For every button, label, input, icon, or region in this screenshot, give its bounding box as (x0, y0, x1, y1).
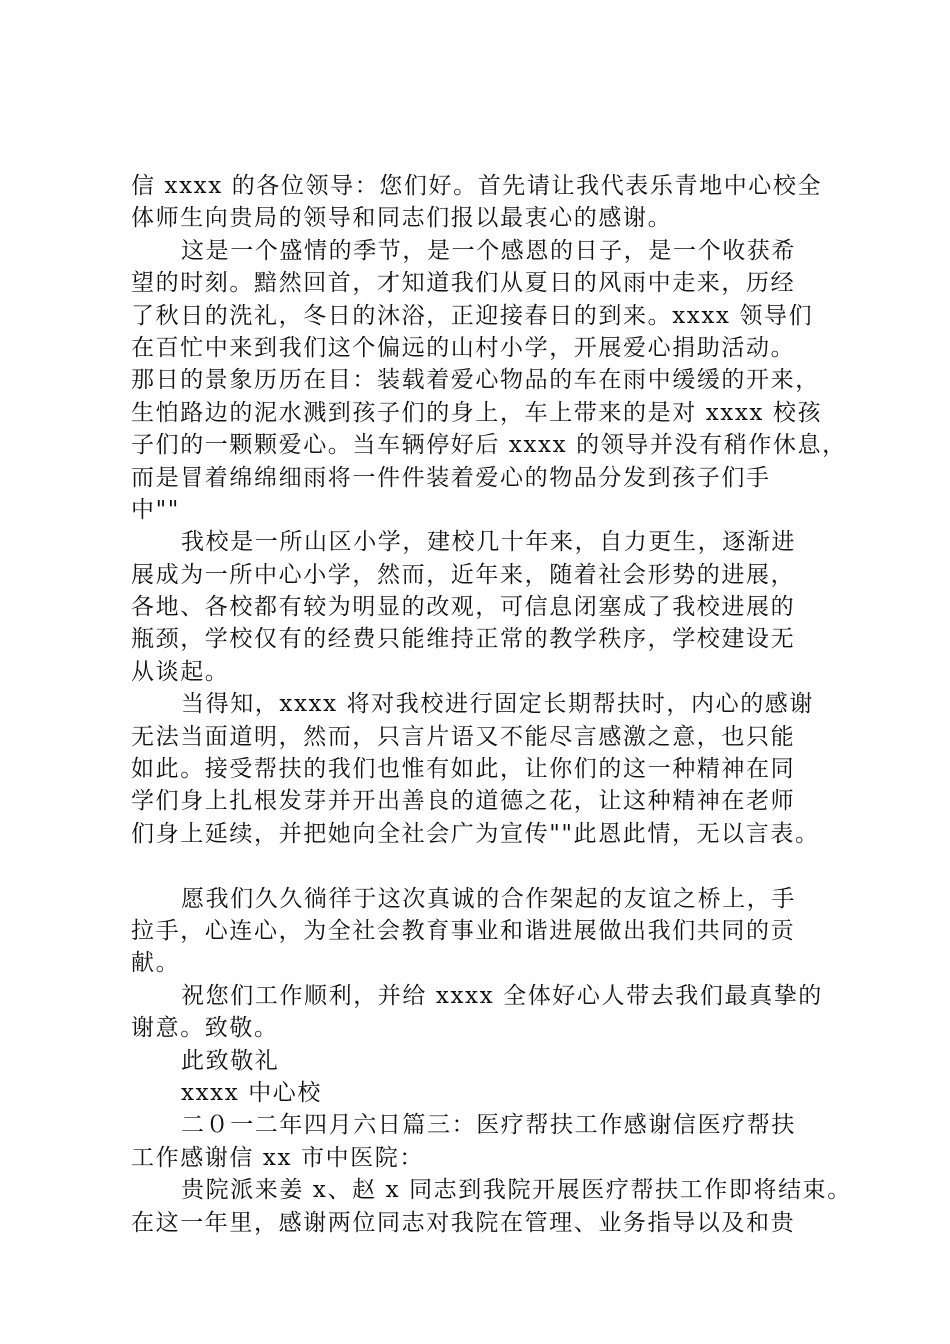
text-line: 愿我们久久徜徉于这次真诚的合作架起的友谊之桥上，手 (181, 885, 796, 912)
text-line: xxxx 中心校 (181, 1079, 322, 1106)
text-line: 如此。接受帮扶的我们也惟有如此，让你们的这一种精神在同 (131, 756, 796, 783)
text-line: 那日的景象历历在目：装载着爱心物品的车在雨中缓缓的开来， (131, 367, 820, 394)
text-line: 了秋日的洗礼，冬日的沐浴，正迎接春日的到来。xxxx 领导们 (131, 302, 814, 329)
text-line: 当得知，xxxx 将对我校进行固定长期帮扶时，内心的感谢 (181, 691, 814, 718)
text-line: 献。 (131, 950, 181, 977)
text-line: 展成为一所中心小学，然而，近年来，随着社会形势的进展， (131, 561, 796, 588)
text-line: 各地、各校都有较为明显的改观，可信息闭塞成了我校进展的 (131, 594, 796, 621)
text-line: 无法当面道明，然而，只言片语又不能尽言感激之意，也只能 (131, 723, 796, 750)
text-line: 贵院派来姜 x、赵 x 同志到我院开展医疗帮扶工作即将结束。 (181, 1177, 852, 1204)
letter-body (131, 170, 852, 1239)
text-line: 在百忙中来到我们这个偏远的山村小学，开展爱心捐助活动。 (131, 334, 796, 361)
text-line: 这是一个盛情的季节，是一个感恩的日子，是一个收获希 (181, 237, 796, 264)
text-line: 二０一二年四月六日篇三：医疗帮扶工作感谢信医疗帮扶 (181, 1112, 796, 1139)
text-line: 工作感谢信 xx 市中医院： (131, 1144, 424, 1171)
text-line: 子们的一颗颗爱心。当车辆停好后 xxxx 的领导并没有稍作休息， (131, 432, 847, 459)
blank-line (131, 850, 831, 882)
text-line: 瓶颈，学校仅有的经费只能维持正常的教学秩序，学校建设无 (131, 626, 796, 653)
text-line: 学们身上扎根发芽并开出善良的道德之花，让这种精神在老师 (131, 788, 796, 815)
text-line: 拉手，心连心，为全社会教育事业和谐进展做出我们共同的贡 (131, 917, 796, 944)
text-line: 而是冒着绵绵细雨将一件件装着爱心的物品分发到孩子们手 (131, 464, 771, 491)
text-line: 在这一年里，感谢两位同志对我院在管理、业务指导以及和贵 (131, 1209, 796, 1236)
text-line: 祝您们工作顺利，并给 xxxx 全体好心人带去我们最真挚的 (181, 982, 823, 1009)
text-line: 我校是一所山区小学，建校几十年来，自力更生，逐渐进 (181, 529, 796, 556)
text-line: 谢意。致敬。 (131, 1015, 279, 1042)
text-line: 此致敬礼 (181, 1047, 280, 1074)
text-line: 体师生向贵局的领导和同志们报以最衷心的感谢。 (131, 205, 673, 232)
text-line: 信 xxxx 的各位领导：您们好。首先请让我代表乐青地中心校全 (131, 173, 823, 199)
text-line: 们身上延续，并把她向全社会广为宣传""此恩此情，无以言表。 (131, 820, 820, 847)
text-line: 生怕路边的泥水溅到孩子们的身上，车上带来的是对 xxxx 校孩 (131, 399, 823, 426)
text-line: 望的时刻。黯然回首，才知道我们从夏日的风雨中走来，历经 (131, 270, 796, 297)
text-line: 从谈起。 (131, 658, 230, 685)
text-line: 中"" (131, 496, 180, 523)
